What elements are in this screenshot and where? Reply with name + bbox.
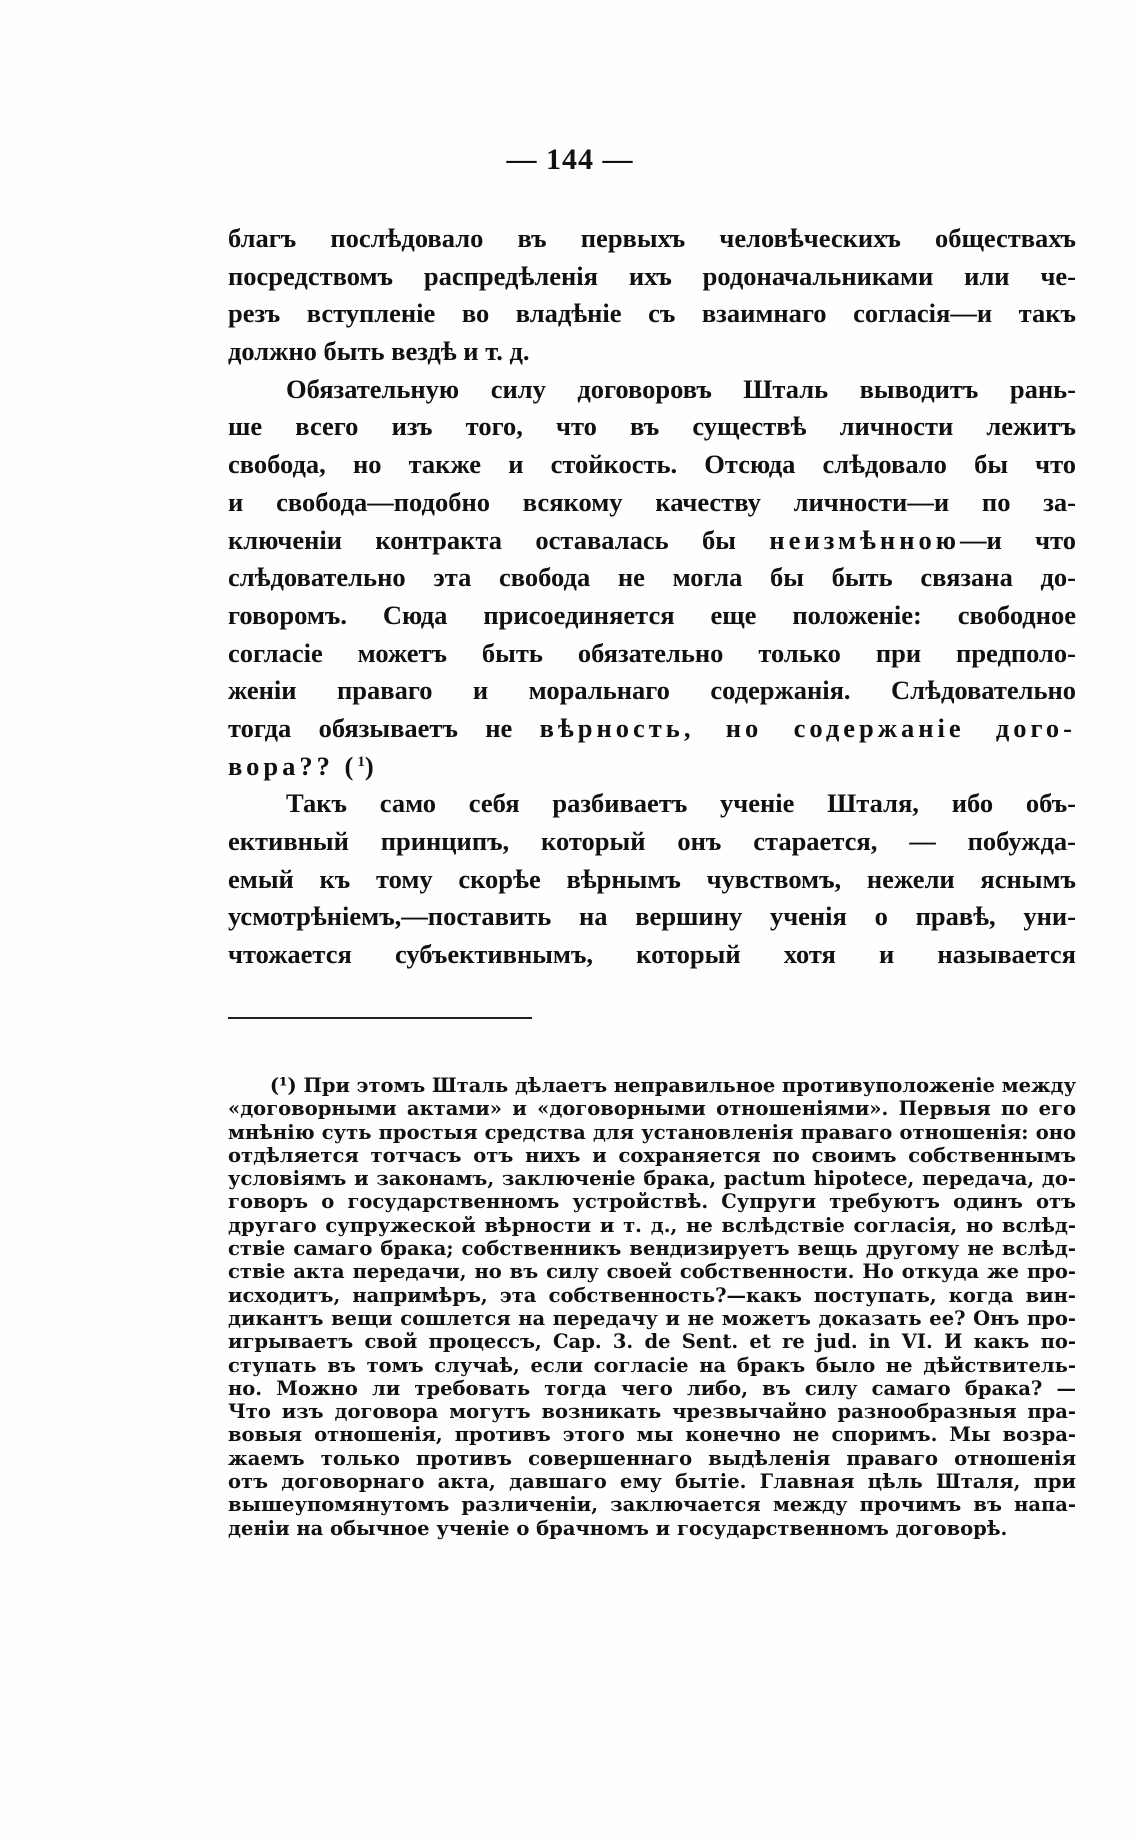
- text-segment: —и что: [959, 524, 1077, 555]
- text-line: резъ вступленіе во владѣніе съ взаимнаго согласія—и такъ: [228, 298, 1076, 329]
- text-line: чтожается субъективнымъ, который хотя и называется: [228, 939, 1076, 970]
- text-line: говоромъ. Сюда присоединяется еще положеніе: свободное: [228, 599, 1076, 630]
- footnote-line: мнѣнію суть простыя средства для установленія праваго отношенія: оно: [228, 1120, 1076, 1144]
- text-segment: ): [364, 750, 374, 781]
- text-line: ше всего изъ того, что въ существѣ личности лежитъ: [228, 411, 1076, 442]
- text-line: благъ послѣдовало въ первыхъ человѣческихъ обществахъ: [228, 223, 1076, 253]
- footnote-line: дикантъ вещи сошлется на передачу и не можетъ доказать ее? Онъ про-: [228, 1306, 1076, 1330]
- text-segment: тогда обязываетъ не: [228, 712, 513, 743]
- text-line: усмотрѣніемъ,—поставить на вершину ученія о правѣ, уни-: [228, 901, 1076, 932]
- footnote-line: [228, 1074, 1077, 1097]
- footnote-line: другаго супружеской вѣрности и т. д., не вслѣдствіе согласія, но вслѣд-: [228, 1213, 1076, 1237]
- page-number: — 144 —: [506, 143, 634, 176]
- footnote-line: ступать въ томъ случаѣ, если согласіе на бракъ было не дѣйствитель-: [228, 1353, 1076, 1377]
- emphasized-text: вора?? (: [228, 750, 358, 781]
- footnote-line: Что изъ договора могутъ возникать чрезвычайно разнообразныя пра-: [228, 1400, 1076, 1424]
- text-line: Такъ само себя разбиваетъ ученіе Шталя, ибо объ-: [286, 788, 1076, 819]
- text-line: посредствомъ распредѣленія ихъ родоначальниками или че-: [228, 260, 1076, 291]
- footnote-line: жаемъ только противъ совершеннаго выдѣленія праваго отношенія: [228, 1446, 1076, 1470]
- footnote-line: ствіе акта передачи, но въ силу своей собственности. Но откуда же про-: [228, 1260, 1076, 1284]
- footnote-line: «договорными актами» и «договорными отношеніями». Первыя по его: [228, 1097, 1076, 1121]
- text-line: свобода, но также и стойкость. Отсюда слѣдовало бы что: [228, 449, 1076, 480]
- text-line: женіи праваго и моральнаго содержанія. Слѣдовательно: [228, 675, 1076, 706]
- footnote-line: деніи на обычное ученіе о брачномъ и государственномъ договорѣ.: [228, 1516, 1008, 1540]
- footnote-line: говоръ о государственномъ устройствѣ. Супруги требуютъ одинъ отъ: [228, 1190, 1076, 1214]
- footnote-line: но. Можно ли требовать тогда чего либо, въ силу самаго брака? —: [228, 1376, 1076, 1400]
- emphasized-text: неизмѣнною: [769, 524, 960, 555]
- text-line: [228, 522, 1076, 560]
- text-line: согласіе можетъ быть обязательно только при предполо-: [228, 637, 1076, 668]
- footnote-line: вовыя отношенія, противъ этого мы конечно не споримъ. Мы возра-: [228, 1423, 1076, 1447]
- text-segment: ключеніи контракта оставалась бы: [228, 524, 737, 555]
- footnote-line: исходитъ, напримѣръ, эта собственность?—какъ поступать, когда вин-: [228, 1283, 1076, 1307]
- footnote-line: ствіе самаго брака; собственникъ вендизируетъ вещь другому не вслѣд-: [228, 1237, 1076, 1261]
- text-line: [228, 748, 1076, 786]
- text-line: [228, 710, 1076, 748]
- footnote-line: игрываетъ свой процессъ, Cap. 3. de Sent. et re jud. in VI. И какъ по-: [228, 1330, 1076, 1354]
- footnote-line: условіямъ и законамъ, заключеніе брака, pactum hipotece, передача, до-: [228, 1167, 1076, 1191]
- text-line: ективный принципъ, который онъ старается, — побужда-: [228, 826, 1076, 856]
- footnote-line: отъ договорнаго акта, давшаго ему бытіе. Главная цѣль Шталя, при: [228, 1470, 1076, 1494]
- text-line: емый къ тому скорѣе вѣрнымъ чувствомъ, нежели яснымъ: [228, 863, 1076, 894]
- text-line: слѣдовательно эта свобода не могла бы быть связана до-: [228, 562, 1076, 593]
- footnote: [228, 1074, 1076, 1540]
- emphasized-text: вѣрность, но содержаніе дого-: [539, 712, 1077, 743]
- footnote-reference: 1: [357, 753, 365, 770]
- footnote-text: При этомъ Шталь дѣлаетъ неправильное противуположеніе между: [303, 1074, 1077, 1097]
- footnote-marker: (¹): [269, 1074, 297, 1097]
- main-text: [228, 220, 1076, 974]
- footnote-divider: [228, 1017, 532, 1019]
- footnote-line: отдѣляется тотчасъ отъ нихъ и сохраняется по своимъ собственнымъ: [228, 1143, 1076, 1167]
- footnote-line: вышеупомянутомъ различеніи, заключается между прочимъ въ напа-: [228, 1493, 1076, 1517]
- text-line: должно быть вездѣ и т. д.: [228, 336, 530, 367]
- text-line: Обязательную силу договоровъ Шталь выводитъ рань-: [286, 373, 1076, 404]
- text-line: и свобода—подобно всякому качеству личности—и по за-: [228, 486, 1076, 517]
